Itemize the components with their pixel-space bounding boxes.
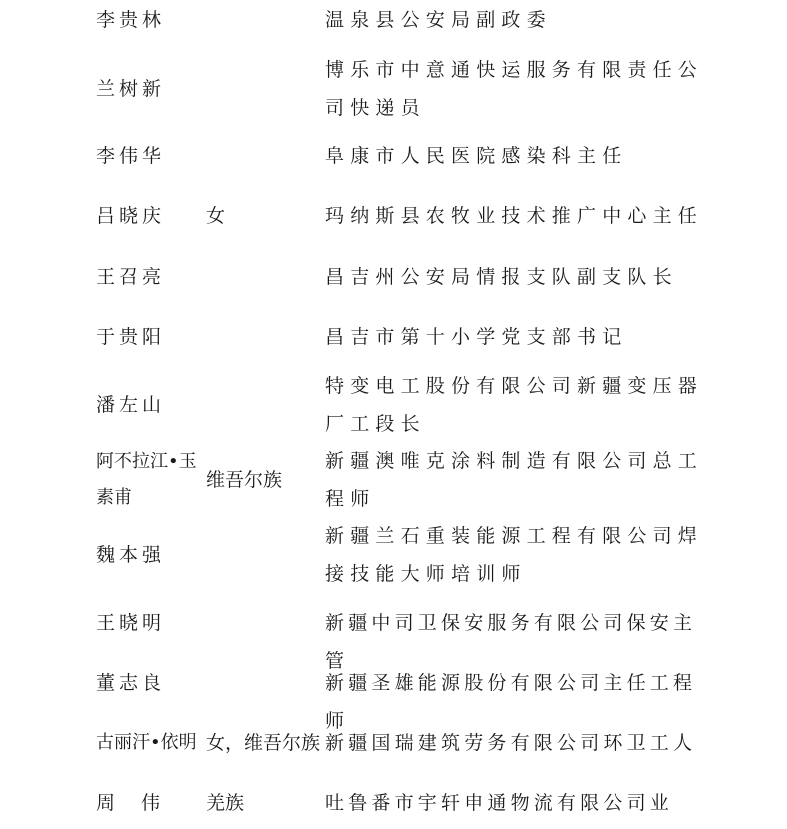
person-position: 博乐市中意通快运服务有限责任公司快递员: [325, 59, 704, 119]
person-position: 阜康市人民医院感染科主任: [325, 145, 628, 167]
person-position: 新疆国瑞建筑劳务有限公司环卫工人: [325, 732, 697, 754]
person-attributes: 羌族: [206, 792, 245, 814]
person-name: 王晓明: [96, 612, 166, 634]
person-name: 李伟华: [96, 145, 166, 167]
person-name: 李贵林: [96, 9, 166, 31]
person-name: 王召亮: [96, 266, 166, 288]
person-name: 潘左山: [96, 394, 166, 416]
person-attributes: 女: [206, 205, 226, 227]
person-name: 周 伟: [96, 792, 171, 814]
person-position: 昌吉市第十小学党支部书记: [325, 326, 628, 348]
person-position: 温泉县公安局副政委: [325, 9, 552, 31]
person-position: 特变电工股份有限公司新疆变压器厂工段长: [325, 375, 704, 435]
person-position: 新疆圣雄能源股份有限公司主任工程师: [325, 672, 697, 732]
person-position: 新疆中司卫保安服务有限公司保安主管: [325, 612, 697, 672]
person-name: 兰树新: [96, 78, 166, 100]
person-position: 新疆兰石重装能源工程有限公司焊接技能大师培训师: [325, 525, 704, 585]
person-name: 阿不拉江•玉素甫: [96, 451, 197, 508]
person-name: 董志良: [96, 672, 166, 694]
person-name: 魏本强: [96, 544, 166, 566]
person-position: 吐鲁番市宇轩申通物流有限公司业: [325, 792, 674, 814]
person-attributes: 维吾尔族: [206, 469, 283, 491]
person-position: 新疆澳唯克涂料制造有限公司总工程师: [325, 450, 704, 510]
person-position: 玛纳斯县农牧业技术推广中心主任: [325, 205, 704, 227]
person-attributes: 女，维吾尔族: [206, 732, 321, 754]
person-name: 古丽汗•依明: [96, 732, 197, 753]
person-name: 于贵阳: [96, 326, 166, 348]
person-position: 昌吉州公安局情报支队副支队长: [325, 266, 678, 288]
person-name: 吕晓庆: [96, 205, 166, 227]
